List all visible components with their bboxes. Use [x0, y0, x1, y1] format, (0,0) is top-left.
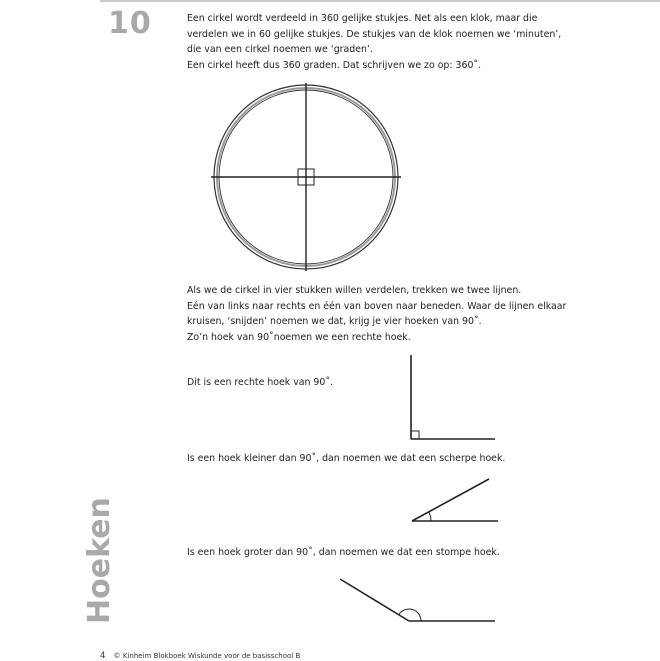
intro-line: die van een cirkel noemen we ‘graden’. — [187, 44, 373, 56]
right-angle-marker — [411, 431, 419, 439]
obtuse-angle-figure — [340, 579, 495, 621]
acute-angle-caption: Is een hoek kleiner dan 90˚, dan noemen we dat een scherpe hoek. — [187, 453, 506, 464]
copyright-text: © Kinheim Blokboek Wiskunde voor de basisschool B — [113, 652, 301, 660]
acute-angle-figure — [412, 479, 498, 521]
acute-angle-arm — [412, 479, 489, 521]
intro-line: Een cirkel wordt verdeeld in 360 gelijke stukjes. Net als een klok, maar die — [187, 13, 538, 24]
four-parts-paragraph — [187, 283, 566, 345]
four-parts-line: Zo’n hoek van 90˚noemen we een rechte hoek. — [187, 331, 411, 343]
four-parts-line: Als we de cirkel in vier stukken willen verdelen, trekken we twee lijnen. — [187, 285, 522, 296]
four-parts-line: Eén van links naar rechts en één van boven naar beneden. Waar de lijnen elkaar — [187, 300, 567, 312]
circle-diagram — [211, 83, 401, 271]
intro-line: Een cirkel heeft dus 360 graden. Dat schrijven we zo op: 360˚. — [187, 59, 482, 71]
side-title: Hoeken — [82, 497, 117, 624]
four-parts-line: kruisen, ‘snijden’ noemen we dat, krijg je vier hoeken van 90˚. — [187, 316, 482, 328]
right-angle-figure — [411, 355, 495, 439]
right-angle-caption: Dit is een rechte hoek van 90˚. — [187, 377, 334, 388]
page-number: 4 — [100, 651, 106, 661]
acute-angle-arc — [429, 512, 431, 521]
obtuse-angle-caption: Is een hoek groter dan 90˚, dan noemen we dat een stompe hoek. — [187, 547, 500, 558]
obtuse-angle-arc — [399, 609, 421, 621]
chapter-number: 10 — [108, 6, 152, 41]
intro-line: verdelen we in 60 gelijke stukjes. De stukjes van de klok noemen we ‘minuten’, — [187, 28, 562, 40]
